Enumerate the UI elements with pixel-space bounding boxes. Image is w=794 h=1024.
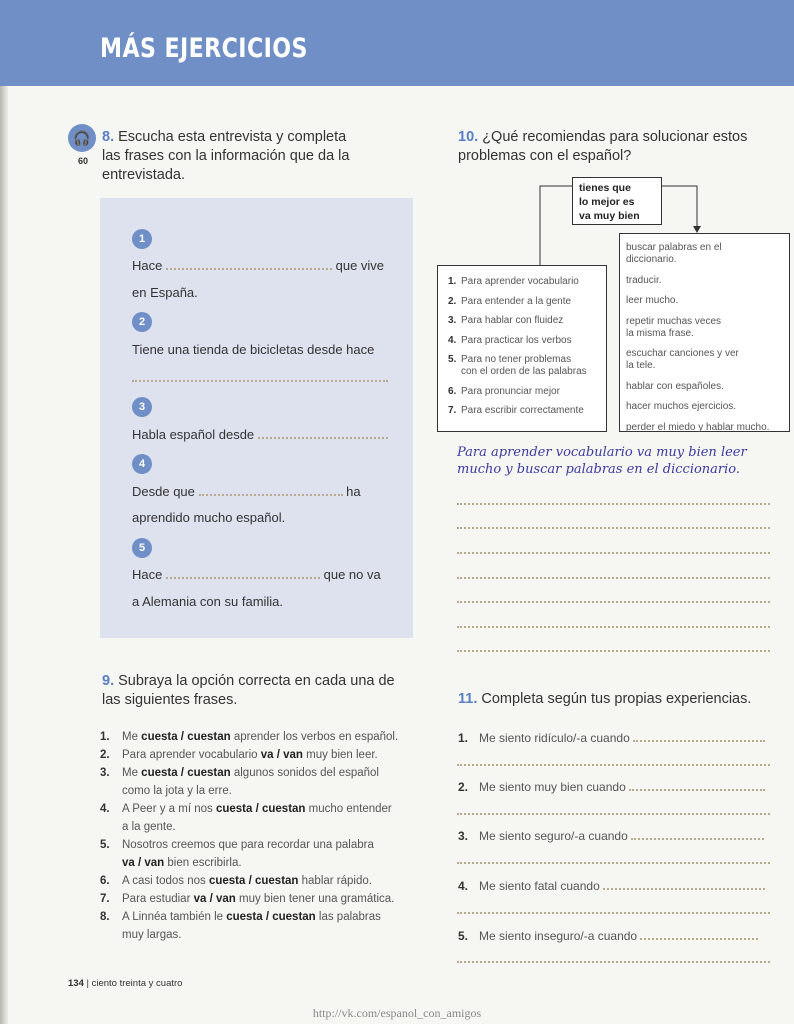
blank-line[interactable] xyxy=(629,779,765,791)
page-number: 134 xyxy=(68,978,84,989)
sentence-starter: 2. Me siento muy bien cuando xyxy=(458,779,765,794)
item-number-badge: 1 xyxy=(132,229,152,249)
connector-phrase: va muy bien xyxy=(579,210,640,222)
answer-line[interactable] xyxy=(457,527,770,529)
answer-line[interactable] xyxy=(457,961,770,963)
exercise-11-number: 11. xyxy=(458,691,478,707)
blank-line[interactable] xyxy=(631,828,764,840)
connector-box xyxy=(572,177,662,225)
fill-in-sentence: Desde que ha xyxy=(132,484,361,499)
problem-item: 2. Para entender a la gente xyxy=(448,295,572,307)
option-choice[interactable]: va / van xyxy=(260,749,303,761)
option-choice[interactable]: cuesta / cuestan xyxy=(226,911,316,923)
item-number-badge: 4 xyxy=(132,454,152,474)
fill-in-sentence: Habla español desde xyxy=(132,427,388,442)
watermark: http://vk.com/espanol_con_amigos xyxy=(312,1006,482,1020)
answer-line[interactable] xyxy=(457,650,770,652)
answer-line[interactable] xyxy=(457,764,770,766)
headphones-icon[interactable]: 🎧 xyxy=(68,124,96,152)
connector-phrase: tienes que xyxy=(579,182,631,194)
exercise-9-title: 9. Subraya la opción correcta en cada una de las siguientes frases. xyxy=(102,673,395,708)
solution-item: hacer muchos ejercicios. xyxy=(626,401,737,412)
problem-item: 4. Para practicar los verbos xyxy=(448,334,572,346)
example-answer: Para aprender vocabulario va muy bien leer mucho y buscar palabras en el diccionario. xyxy=(457,445,747,477)
option-choice[interactable]: va / van xyxy=(122,857,165,869)
item-number-badge: 2 xyxy=(132,312,152,332)
option-choice[interactable]: cuesta / cuestan xyxy=(141,767,231,779)
solution-item: hablar con españoles. xyxy=(626,380,724,392)
list-item: 2. Para aprender vocabulario va / van muy bien leer. xyxy=(100,749,378,761)
exercise-9-number: 9. xyxy=(102,673,115,689)
item-number-badge: 3 xyxy=(132,397,152,417)
exercise-8-instruction-line: entrevistada. xyxy=(102,167,186,183)
problems-box xyxy=(437,265,607,432)
blank-line[interactable] xyxy=(640,928,758,940)
list-item: 8. A Linnéa también le cuesta / cuestan las palabras muy largas. xyxy=(100,911,381,941)
page-title: MÁS EJERCICIOS xyxy=(100,33,308,64)
sentence-starter: 5. Me siento inseguro/-a cuando xyxy=(458,928,758,943)
problem-item: 6. Para pronunciar mejor xyxy=(448,385,560,397)
solution-item: repetir muchas veces la misma frase. xyxy=(626,315,722,339)
option-choice[interactable]: cuesta / cuestan xyxy=(215,803,306,815)
page-number-words: ciento treinta y cuatro xyxy=(91,978,183,989)
exercise-11-title: 11. Completa según tus propias experiencias. xyxy=(458,691,752,707)
sentence-starter: 1. Me siento ridículo/-a cuando xyxy=(458,730,765,745)
exercise-10-number: 10. xyxy=(458,129,479,145)
problem-item: 5. Para no tener problemas con el orden de las palabras xyxy=(448,354,587,377)
page-footer: 134 | ciento treinta y cuatro xyxy=(68,978,183,989)
fill-in-sentence: aprendido mucho español. xyxy=(132,510,286,525)
answer-line[interactable] xyxy=(457,862,770,864)
answer-line[interactable] xyxy=(457,552,770,554)
problem-item: 3. Para hablar con fluidez xyxy=(448,315,564,326)
sentence-starter: 3. Me siento seguro/-a cuando xyxy=(458,828,764,843)
answer-line[interactable] xyxy=(457,601,770,603)
problem-item: 7. Para escribir correctamente xyxy=(448,405,584,416)
answer-line[interactable] xyxy=(457,912,770,914)
solution-item: buscar palabras en el diccionario. xyxy=(626,242,722,265)
answer-line[interactable] xyxy=(457,503,770,505)
exercise-8-number: 8. xyxy=(102,129,115,145)
solution-item: traducir. xyxy=(626,274,662,286)
solutions-box xyxy=(619,233,790,432)
option-choice[interactable]: va / van xyxy=(193,893,236,905)
exercise-8-instruction-line: las frases con la información que da la xyxy=(102,148,350,164)
exercise-8-instruction-line: Escucha esta entrevista y completa xyxy=(118,129,347,145)
arrow-down-icon xyxy=(693,226,701,233)
solution-item: perder el miedo y hablar mucho. xyxy=(626,421,770,433)
cd-track-number: 60 xyxy=(78,156,89,166)
answer-line[interactable] xyxy=(457,577,770,579)
list-item: 7. Para estudiar va / van muy bien tener una gramática. xyxy=(100,893,395,905)
option-choice[interactable]: cuesta / cuestan xyxy=(141,731,231,743)
problem-item: 1. Para aprender vocabulario xyxy=(448,276,579,287)
list-item: 6. A casi todos nos cuesta / cuestan hablar rápido. xyxy=(100,875,372,887)
fill-in-sentence: en España. xyxy=(132,285,198,300)
option-choice[interactable]: cuesta / cuestan xyxy=(208,875,299,887)
exercise-10-title: 10. ¿Qué recomiendas para solucionar estos problemas con el español? xyxy=(458,129,748,164)
list-item: 4. A Peer y a mí nos cuesta / cuestan mucho entender a la gente. xyxy=(100,803,392,833)
list-item: 3. Me cuesta / cuestan algunos sonidos del español como la jota y la erre. xyxy=(100,767,379,797)
answer-line[interactable] xyxy=(457,813,770,815)
fill-in-sentence: a Alemania con su familia. xyxy=(132,594,284,609)
solution-item: escuchar canciones y ver la tele. xyxy=(626,348,739,371)
blank-line[interactable] xyxy=(633,730,765,742)
connector-phrase: lo mejor es xyxy=(579,196,635,208)
fill-in-sentence: Hace que vive xyxy=(132,258,385,273)
solution-item: leer mucho. xyxy=(626,295,679,306)
answer-line[interactable] xyxy=(457,626,770,628)
fill-in-sentence: Hace que no va xyxy=(132,567,381,582)
sentence-starter: 4. Me siento fatal cuando xyxy=(458,878,765,893)
list-item: 5. Nosotros creemos que para recordar una palabra va / van bien escribirla. xyxy=(100,839,374,869)
fill-in-sentence: Tiene una tienda de bicicletas desde hace xyxy=(132,342,375,357)
item-number-badge: 5 xyxy=(132,538,152,558)
blank-line[interactable] xyxy=(603,878,765,890)
list-item: 1. Me cuesta / cuestan aprender los verbos en español. xyxy=(100,731,399,743)
